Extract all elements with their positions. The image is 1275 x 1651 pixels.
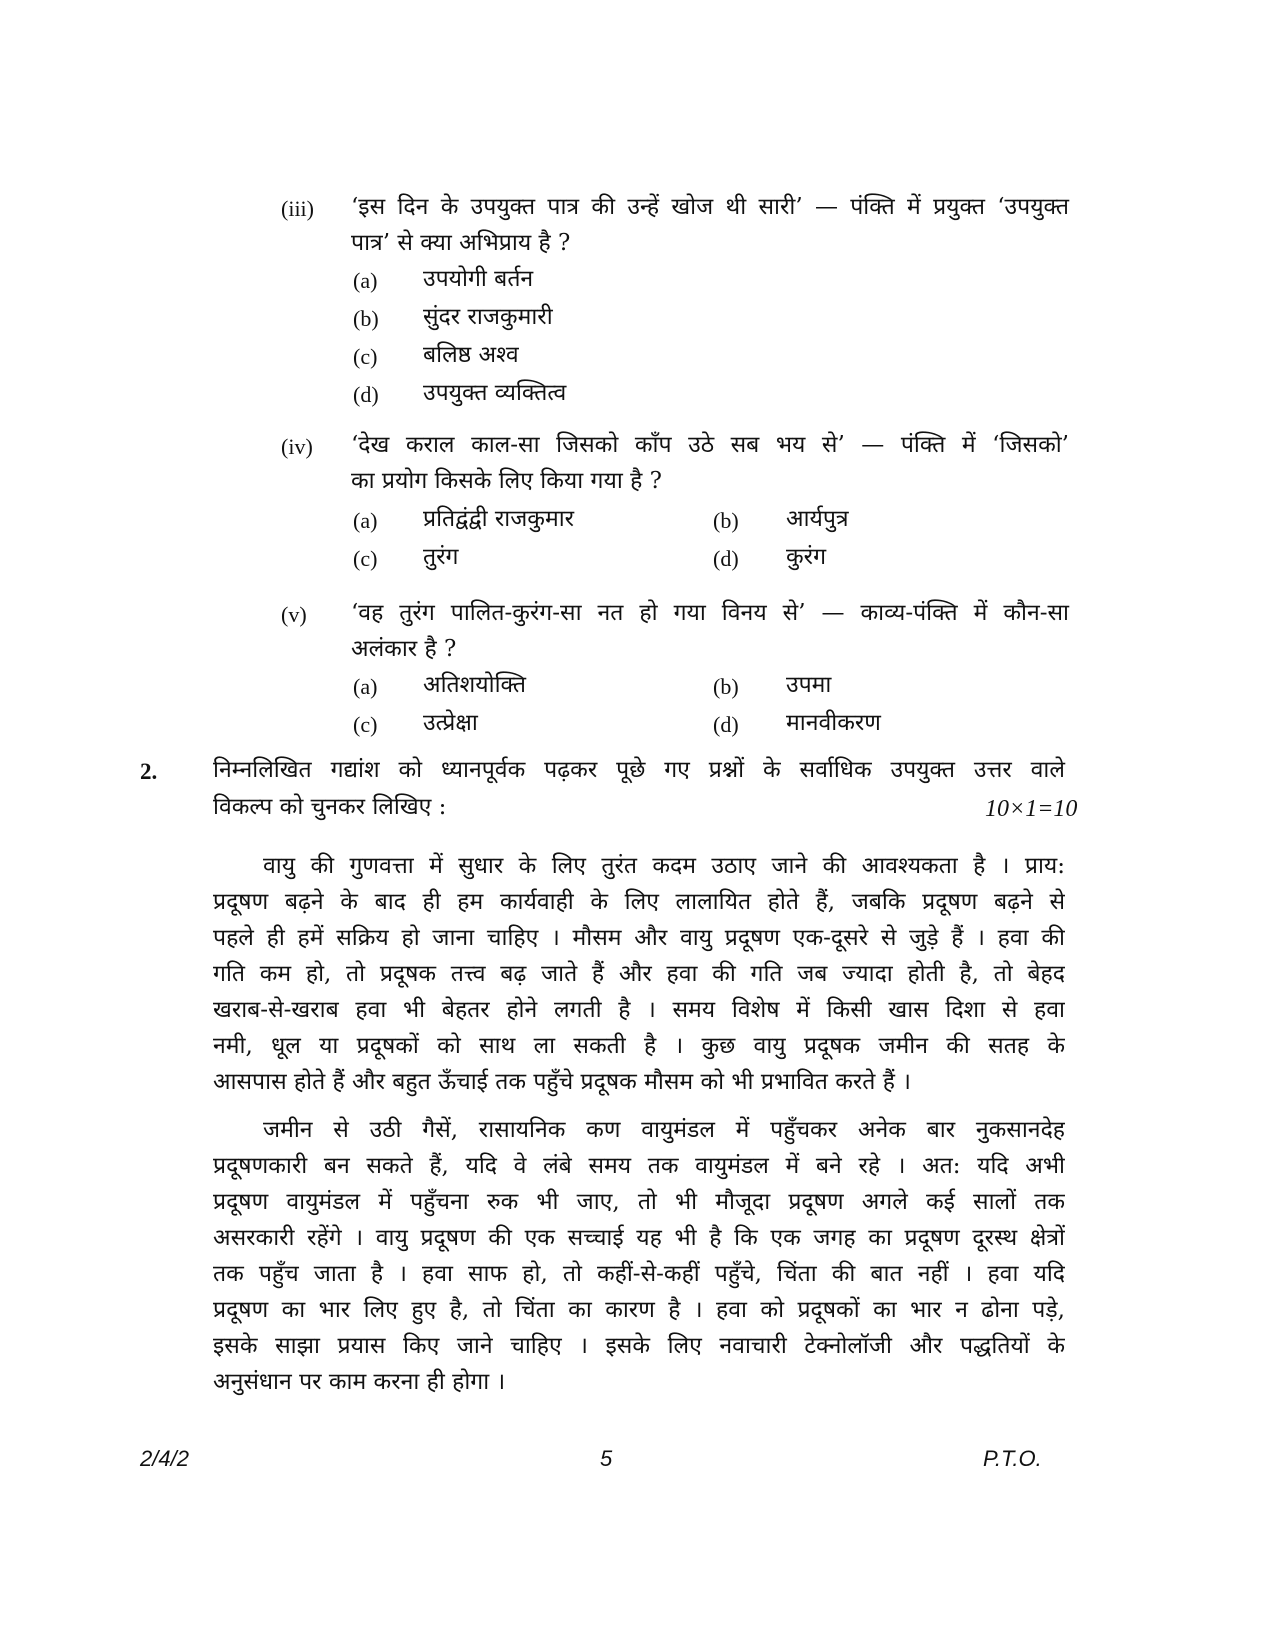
option-letter: (a) — [353, 674, 378, 699]
option-text: प्रतिद्वंद्वी राजकुमार — [423, 506, 575, 532]
option-text: सुंदर राजकुमारी — [423, 304, 553, 330]
page-number: 5 — [600, 1446, 613, 1471]
passage-paragraph-1 — [213, 848, 1065, 1100]
passage-line: प्रदूषणकारी बन सकते हैं, यदि वे लंबे समय तक वायुमंडल में बने रहे । अत: यदि अभी — [213, 1153, 1065, 1179]
passage-line: वायु की गुणवत्ता में सुधार के लिए तुरंत कदम उठाए जाने की आवश्यकता है । प्राय: — [263, 853, 1065, 879]
option-letter: (a) — [353, 508, 378, 533]
paper-code: 2/4/2 — [140, 1446, 189, 1471]
option-letter: (b) — [353, 306, 379, 331]
question-number: (v) — [281, 602, 307, 627]
option-letter: (c) — [353, 712, 378, 737]
instruction-line-2: विकल्प को चुनकर लिखिए : — [213, 794, 447, 820]
question-number-2: 2. — [140, 759, 158, 784]
pto-label: P.T.O. — [983, 1446, 1042, 1471]
marks-label: 10×1=10 — [985, 796, 1078, 822]
passage-line: खराब-से-खराब हवा भी बेहतर होने लगती है । समय विशेष में किसी खास दिशा से हवा — [213, 997, 1065, 1023]
option-letter: (b) — [713, 674, 739, 699]
option-letter: (d) — [353, 382, 379, 407]
passage-line: आसपास होते हैं और बहुत ऊँचाई तक पहुँचे प्रदूषक मौसम को भी प्रभावित करते हैं । — [213, 1069, 911, 1095]
passage-line: गति कम हो, तो प्रदूषक तत्त्व बढ़ जाते हैं और हवा की गति जब ज्यादा होती है, तो बेहद — [213, 961, 1065, 987]
question-text-line-2: का प्रयोग किसके लिए किया गया है ? — [351, 468, 662, 494]
option-text: तुरंग — [423, 544, 459, 570]
option-text: उत्प्रेक्षा — [423, 710, 478, 736]
option-text: बलिष्ठ अश्व — [423, 342, 519, 368]
passage-line: प्रदूषण का भार लिए हुए है, तो चिंता का कारण है । हवा को प्रदूषकों का भार न ढोना पड़े, — [213, 1297, 1065, 1323]
question-text-line-1: ‘इस दिन के उपयुक्त पात्र की उन्हें खोज थी सारी’ — पंक्ति में प्रयुक्त ‘उपयुक्त — [351, 194, 1069, 220]
question-number: (iv) — [281, 434, 313, 459]
option-letter: (a) — [353, 268, 378, 293]
option-letter: (d) — [713, 712, 739, 737]
option-letter: (b) — [713, 508, 739, 533]
question-number: (iii) — [281, 196, 314, 221]
option-text: उपयुक्त व्यक्तित्व — [423, 380, 567, 406]
passage-line: असरकारी रहेंगे । वायु प्रदूषण की एक सच्चाई यह भी है कि एक जगह का प्रदूषण दूरस्थ क्षेत्रों — [213, 1225, 1065, 1251]
option-text: आर्यपुत्र — [786, 506, 849, 532]
option-text: मानवीकरण — [786, 710, 881, 736]
option-text: उपयोगी बर्तन — [423, 266, 534, 292]
passage-paragraph-2 — [213, 1112, 1065, 1400]
question-text-line-2: अलंकार है ? — [351, 636, 457, 662]
option-text: कुरंग — [786, 544, 827, 570]
passage-line: नमी, धूल या प्रदूषकों को साथ ला सकती है । कुछ वायु प्रदूषक जमीन की सतह के — [213, 1033, 1065, 1059]
question-text-line-1: ‘वह तुरंग पालित-कुरंग-सा नत हो गया विनय से’ — काव्य-पंक्ति में कौन-सा — [351, 600, 1069, 626]
option-letter: (c) — [353, 344, 378, 369]
passage-line: इसके साझा प्रयास किए जाने चाहिए । इसके लिए नवाचारी टेक्नोलॉजी और पद्धतियों के — [213, 1333, 1065, 1359]
passage-line: अनुसंधान पर काम करना ही होगा । — [213, 1369, 506, 1395]
instruction-line-1: निम्नलिखित गद्यांश को ध्यानपूर्वक पढ़कर पूछे गए प्रश्नों के सर्वाधिक उपयुक्त उत्तर वाले — [213, 757, 1065, 783]
passage-line: पहले ही हमें सक्रिय हो जाना चाहिए । मौसम और वायु प्रदूषण एक-दूसरे से जुड़े हैं । हवा की — [213, 925, 1065, 951]
option-text: अतिशयोक्ति — [423, 672, 526, 698]
passage-line: प्रदूषण वायुमंडल में पहुँचना रुक भी जाए, तो भी मौजूदा प्रदूषण अगले कई सालों तक — [213, 1189, 1065, 1215]
option-letter: (c) — [353, 546, 378, 571]
question-text-line-1: ‘देख कराल काल-सा जिसको काँप उठे सब भय से’ — पंक्ति में ‘जिसको’ — [351, 432, 1069, 458]
passage-line: तक पहुँच जाता है । हवा साफ हो, तो कहीं-से-कहीं पहुँचे, चिंता की बात नहीं । हवा यदि — [213, 1261, 1065, 1287]
question-text-line-2: पात्र’ से क्या अभिप्राय है ? — [351, 230, 571, 256]
passage-line: जमीन से उठी गैसें, रासायनिक कण वायुमंडल में पहुँचकर अनेक बार नुकसानदेह — [263, 1117, 1065, 1143]
option-text: उपमा — [786, 672, 832, 698]
passage-line: प्रदूषण बढ़ने के बाद ही हम कार्यवाही के लिए लालायित होते हैं, जबकि प्रदूषण बढ़ने से — [213, 889, 1065, 915]
option-letter: (d) — [713, 546, 739, 571]
